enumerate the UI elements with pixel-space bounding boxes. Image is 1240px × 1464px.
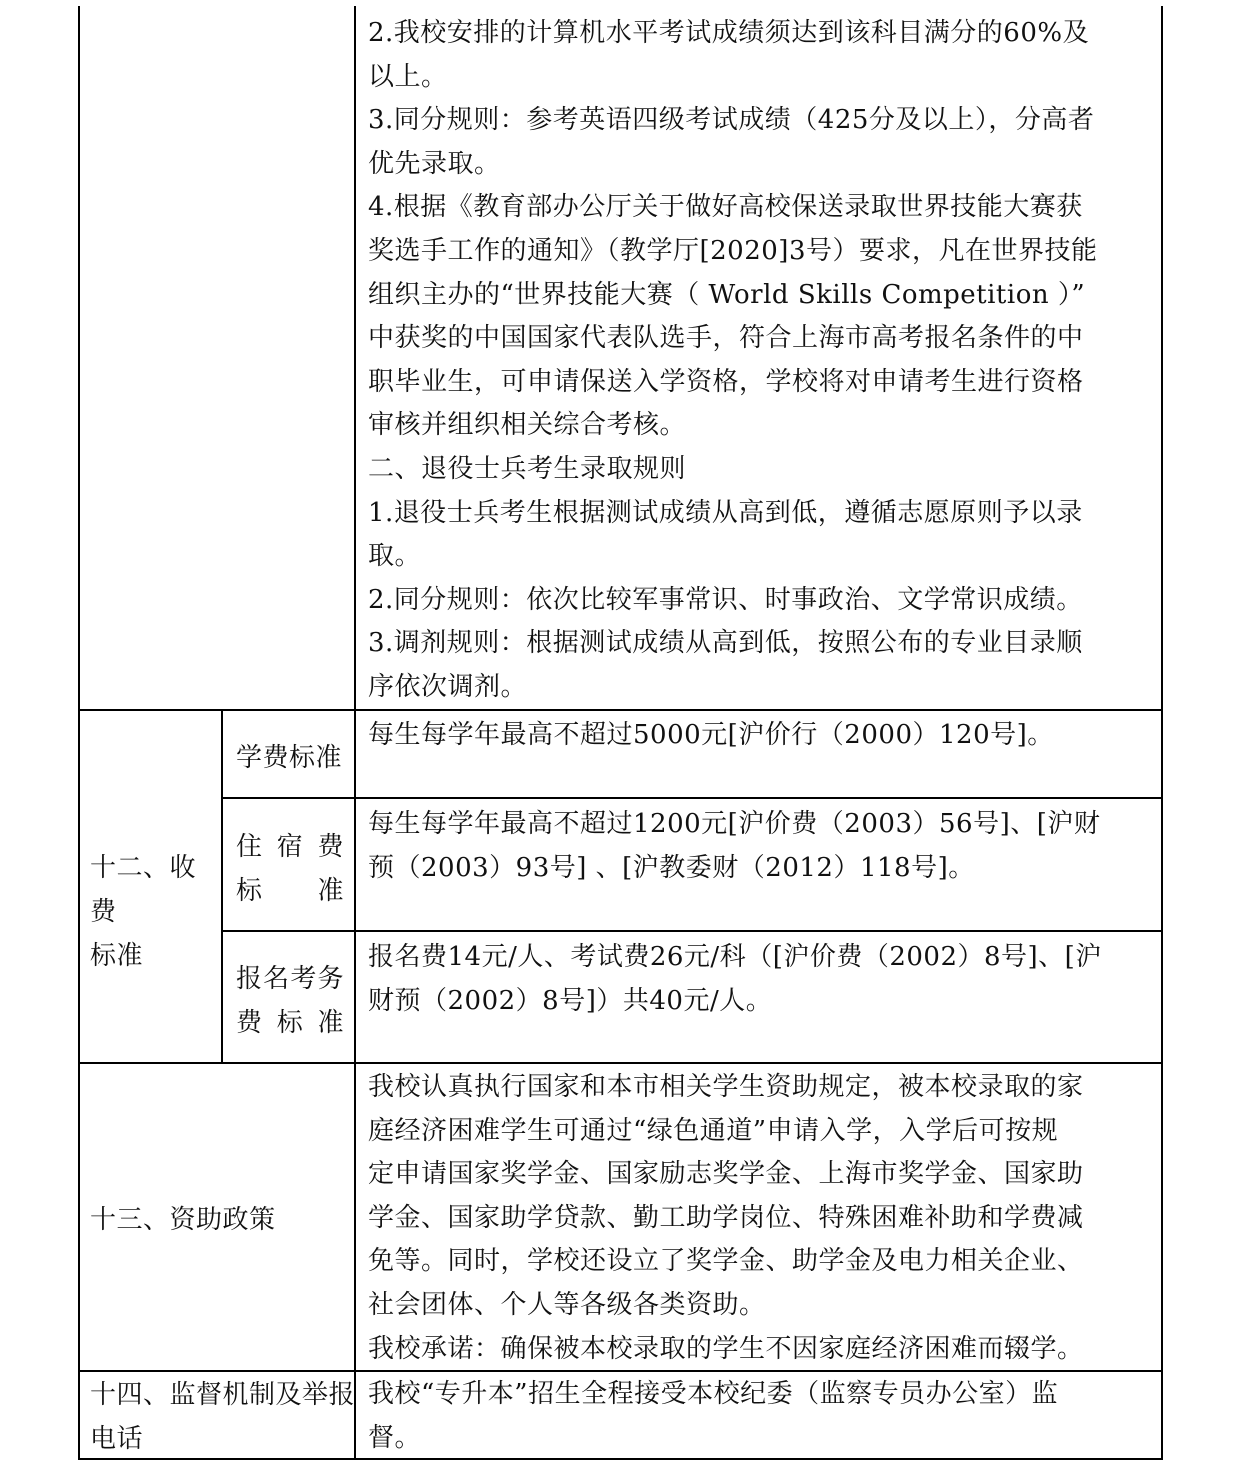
text-line: 2.同分规则：依次比较军事常识、时事政治、文学常识成绩。 bbox=[368, 584, 1083, 615]
text-line: 优先录取。 bbox=[368, 148, 501, 179]
text-line: 3.同分规则：参考英语四级考试成绩（425分及以上），分高者 bbox=[368, 105, 1095, 136]
text-line: 取。 bbox=[368, 541, 422, 572]
label-char: 标 bbox=[236, 876, 263, 906]
text-line: 我校“专升本”招生全程接受本校纪委（监察专员办公室）监 bbox=[368, 1379, 1059, 1409]
fees-section-title bbox=[90, 846, 218, 978]
title-line: 电话 bbox=[90, 1424, 144, 1454]
text-line: 免等。同时，学校还设立了奖学金、助学金及电力相关企业、 bbox=[368, 1246, 1084, 1277]
text-line: 奖选手工作的通知》（教学厅[2020]3号）要求，凡在世界技能 bbox=[368, 235, 1098, 266]
text-line: 我校承诺：确保被本校录取的学生不因家庭经济困难而辍学。 bbox=[368, 1333, 1084, 1364]
text-line: 以上。 bbox=[368, 61, 448, 92]
text-line: 定申请国家奖学金、国家励志奖学金、上海市奖学金、国家助 bbox=[368, 1159, 1084, 1190]
table-border-right bbox=[1161, 6, 1163, 1460]
label-char: 住 bbox=[236, 832, 263, 862]
text-line: 督。 bbox=[368, 1422, 422, 1453]
row-divider-aid-top bbox=[78, 1062, 1163, 1064]
text-line: 序依次调剂。 bbox=[368, 671, 528, 702]
accommodation-label bbox=[236, 825, 348, 913]
column-divider-main bbox=[354, 6, 356, 1460]
text-line: 社会团体、个人等各级各类资助。 bbox=[368, 1289, 766, 1320]
text-line: 学金、国家助学贷款、勤工助学岗位、特殊困难补助和学费减 bbox=[368, 1202, 1084, 1233]
tuition-value bbox=[368, 714, 1158, 758]
text-line: 3.调剂规则：根据测试成绩从高到低，按照公布的专业目录顺 bbox=[368, 628, 1083, 659]
text-line: 审核并组织相关综合考核。 bbox=[368, 410, 687, 441]
text-line: 中获奖的中国国家代表队选手，符合上海市高考报名条件的中 bbox=[368, 323, 1084, 354]
label-char: 费 bbox=[317, 832, 344, 862]
text-line: 财预（2002）8号]）共40元/人。 bbox=[368, 985, 773, 1016]
label-char: 费 bbox=[236, 1008, 263, 1038]
text-line: 庭经济困难学生可通过“绿色通道”申请入学，入学后可按规 bbox=[368, 1115, 1059, 1146]
column-divider-sub bbox=[221, 709, 223, 1063]
text-line: 报名费14元/人、考试费26元/科（[沪价费（2002）8号]、[沪 bbox=[368, 942, 1102, 972]
title-line: 标准 bbox=[90, 941, 144, 971]
exam-fee-value bbox=[368, 936, 1158, 1023]
aid-section-title: 十三、资助政策 bbox=[90, 1205, 276, 1235]
text-line: 预（2003）93号] 、[沪教委财（2012）118号]。 bbox=[368, 852, 975, 883]
exam-fee-label bbox=[236, 957, 348, 1045]
label-char: 准 bbox=[317, 1008, 344, 1038]
label-char: 报 bbox=[236, 964, 263, 994]
text-line: 二、退役士兵考生录取规则 bbox=[368, 453, 687, 484]
title-line: 十二、收费 bbox=[90, 853, 197, 927]
text-line: 4.根据《教育部办公厅关于做好高校保送录取世界技能大赛获 bbox=[368, 192, 1083, 223]
label-char: 宿 bbox=[276, 832, 304, 862]
row-divider-tuition bbox=[221, 797, 1163, 799]
accommodation-value bbox=[368, 803, 1158, 890]
text-line: 每生每学年最高不超过1200元[沪价费（2003）56号]、[沪财 bbox=[368, 809, 1101, 839]
aid-policy-text bbox=[368, 1066, 1158, 1371]
label-char: 标 bbox=[276, 1008, 304, 1038]
label-char: 准 bbox=[317, 876, 344, 906]
admission-rules-text bbox=[368, 12, 1158, 710]
title-line: 十四、监督机制及举报 bbox=[90, 1380, 356, 1410]
text-line: 每生每学年最高不超过5000元[沪价行（2000）120号]。 bbox=[368, 720, 1054, 750]
text-line: 我校认真执行国家和本市相关学生资助规定，被本校录取的家 bbox=[368, 1072, 1084, 1102]
table-border-left bbox=[78, 6, 80, 1460]
label-char: 名 bbox=[263, 964, 290, 994]
row-divider-accommodation bbox=[221, 930, 1163, 932]
label-char: 考 bbox=[290, 964, 317, 994]
label-char: 务 bbox=[317, 964, 344, 994]
text-line: 职毕业生，可申请保送入学资格，学校将对申请考生进行资格 bbox=[368, 366, 1084, 397]
supervision-section-title bbox=[90, 1373, 360, 1461]
text-line: 组织主办的“世界技能大赛（ World Skills Competition ）” bbox=[368, 279, 1086, 310]
text-line: 2.我校安排的计算机水平考试成绩须达到该科目满分的60%及 bbox=[368, 18, 1090, 48]
text-line: 1.退役士兵考生根据测试成绩从高到低，遵循志愿原则予以录 bbox=[368, 497, 1083, 528]
tuition-label: 学费标准 bbox=[236, 743, 343, 773]
supervision-text bbox=[368, 1373, 1158, 1460]
